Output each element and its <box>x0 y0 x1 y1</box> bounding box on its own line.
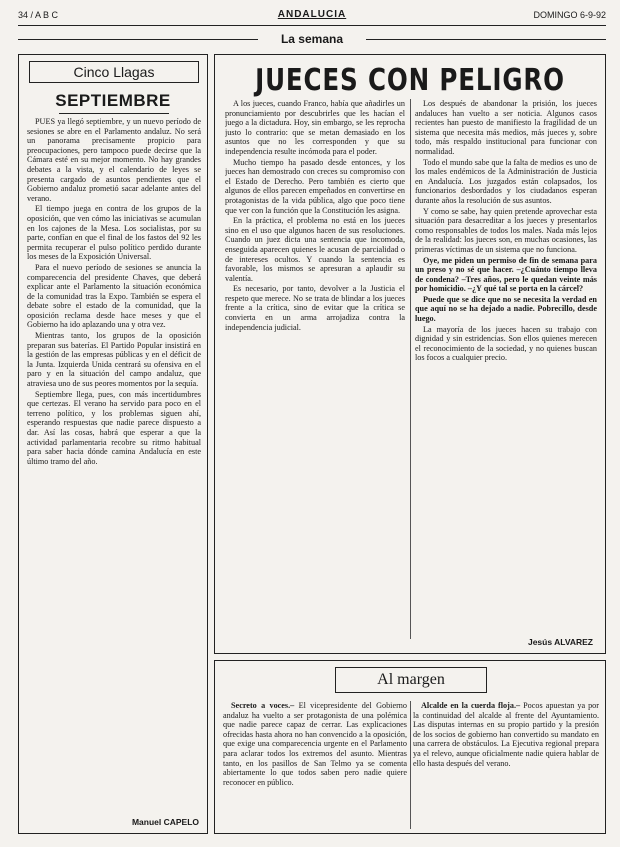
margin-column-1 <box>223 701 407 827</box>
paragraph: Y como se sabe, hay quien pretende aprovechar esta situación para desacreditar a los jueces y presentarlos como responsables de todos los males. Nada más lejos de la realidad: los jueces son, en muchas ocasiones, las primeras víctimas de un sistema que no funciona. <box>415 206 597 254</box>
paragraph: La mayoría de los jueces hacen su trabajo con dignidad y sin estridencias. Son ellos quienes merecen el reconocimiento de la sociedad, y no quienes buscan los focos a cualquier precio. <box>415 324 597 363</box>
margin-item <box>223 701 407 787</box>
column-divider <box>410 99 411 639</box>
paragraph: Los después de abandonar la prisión, los jueces andaluces han vuelto a ser noticia. Algunos casos recientes han puesto de manifiesto la fragilidad de un sistema que necesita más medios, más jueces y, sobre todo, más respaldo institucional para funcionar con normalidad. <box>415 99 597 156</box>
paragraph: Es necesario, por tanto, devolver a la Justicia el respeto que merece. No se trata de blindar a los jueces frente a la crítica, sino de evitar que la crítica se convierta en un arma arrojadiza contra la independencia judicial. <box>225 284 405 332</box>
title-underline <box>59 113 169 114</box>
page-number: 34 / A B C <box>18 10 59 20</box>
paragraph: Mucho tiempo ha pasado desde entonces, y los jueces han demostrado con creces su compromiso con el Estado de Derecho. Pero también es cierto que algunos de ellos parecen empeñados en convertirse en protagonistas de la vida pública, algo que poco tiene que ver con la función que la Constitución les asigna. <box>225 157 405 215</box>
dialogue-paragraph: Puede que se dice que no se necesita la verdad en que aquí no se ha dejado a nadie. Pobrecillo, desde luego. <box>415 294 597 324</box>
paragraph: Septiembre llega, pues, con más incertidumbres que certezas. El verano ha servido para poco en el terreno político, y los problemas siguen ahí, esperando respuestas que nadie parece dispuesto a dar. Así las cosas, habrá que esperar a que la actividad parlamentaria recobre su ritmo habitual para saber hacia dónde camina Andalucía en este último tramo del año. <box>27 389 201 466</box>
section-name: ANDALUCIA <box>277 9 347 20</box>
page-header <box>18 10 606 24</box>
column-body <box>27 117 201 817</box>
paragraph: PUES ya llegó septiembre, y un nuevo período de sesiones se abre en el Parlamento andaluz. No será un panorama precisamente propicio para preocupaciones, pero tampoco puede decirse que la Cámara esté en su mejor momento. No hay grandes debates a la vista, y el calendario de leyes se presenta cargado de asuntos pendientes que el Gobierno andaluz prometió sacar adelante antes del verano. <box>27 117 201 203</box>
margin-item-lead: Alcalde en la cuerda floja.– <box>421 701 521 710</box>
header-rule <box>18 25 606 26</box>
dialogue-paragraph: Oye, me piden un permiso de fin de semana para un preso y no sé que hacer. –¿Cuánto tiempo lleva de condena? –Tres años, pero le quedan veinte más por homicidio. –¿Y qué tal se porta en la cárcel? <box>415 255 597 294</box>
margin-item-lead: Secreto a voces.– <box>231 701 295 710</box>
article-column-1 <box>225 99 405 637</box>
column-signature: Manuel CAPELO <box>131 817 199 827</box>
column-tag: Cinco Llagas <box>29 61 199 83</box>
margin-column-2 <box>413 701 599 827</box>
margin-title: Al margen <box>335 667 487 693</box>
paragraph: A los jueces, cuando Franco, había que añadirles un pronunciamiento por descubrirles que les hacían el juego a la dictadura. Hoy, sin embargo, se les reprocha justo lo contrario: que se metan demasiado en los asuntos que no les corresponden y que su independencia resulte incómoda para el poder. <box>225 99 405 156</box>
margin-item-text: El vicepresidente del Gobierno andaluz ha vuelto a ser protagonista de una polémica que nadie parece capaz de cerrar. Las explicaciones ofrecidas hasta ahora no han convencido a la oposición, que exige una comparecencia urgente en el Parlamento para aclarar todos los extremos del asunto. Mientras tanto, en los pasillos de San Telmo ya se comenta abiertamente lo que todos saben pero nadie quiere reconocer en público. <box>223 701 407 787</box>
margin-item-text: Pocos apuestan ya por la continuidad del alcalde al frente del Ayuntamiento. Las disputas internas en su propio partido y la presión de los socios de gobierno han convertido su mandato en una carrera de obstáculos. La Ejecutiva regional prepara ya el relevo, aunque oficialmente nadie quiera hablar de ello hasta después del verano. <box>413 701 599 768</box>
section-band <box>18 30 606 48</box>
issue-date: DOMINGO 6-9-92 <box>533 10 606 20</box>
margin-divider <box>410 701 411 829</box>
article-jueces <box>214 54 606 654</box>
paragraph: En la práctica, el problema no está en los jueces sino en el uso que algunos hacen de sus resoluciones. Cuando un juez dicta una sentencia que incomoda, enseguida aparecen quienes le acusan de parcialidad o de intereses ocultos. Y cuando la sentencia es favorable, los mismos se apresuran a aplaudir su valentía. <box>225 216 405 283</box>
article-title: JUECES CON PELIGRO <box>255 63 565 98</box>
band-title: La semana <box>275 32 349 46</box>
paragraph: Todo el mundo sabe que la falta de medios es uno de los males endémicos de la Administración de Justicia en Andalucía. Los juzgados están colapsados, los funcionarios desbordados y los ciudadanos esperan durante años la resolución de sus asuntos. <box>415 157 597 205</box>
margin-item <box>413 701 599 768</box>
column-cinco-llagas <box>18 54 208 834</box>
column-title: SEPTIEMBRE <box>55 91 171 110</box>
paragraph: El tiempo juega en contra de los grupos de la oposición, que ven cómo las iniciativas se acumulan en los cajones de la Mesa. Los socialistas, por su parte, confían en que el final de los fastos del 92 les permita recuperar el pulso político perdido durante los meses de la Exposición Universal. <box>27 204 201 262</box>
paragraph: Para el nuevo período de sesiones se anuncia la comparecencia del presidente Chaves, que deberá explicar ante el Parlamento la situación económica de la comunidad tras la Expo. También se espera el debate sobre el estado de la comunidad, que la oposición reclama desde hace meses y que el Gobierno ha ido aplazando una y otra vez. <box>27 262 201 330</box>
article-column-2 <box>415 99 597 637</box>
margin-box <box>214 660 606 834</box>
article-signature: Jesús ALVAREZ <box>527 637 593 647</box>
paragraph: Mientras tanto, los grupos de la oposición preparan sus baterías. El Partido Popular insistirá en la gestión de las empresas públicas y en el déficit de la Junta. Izquierda Unida centrará su ofensiva en el paro y en la situación del campo andaluz, que atraviesa uno de sus peores momentos por la sequía. <box>27 331 201 389</box>
